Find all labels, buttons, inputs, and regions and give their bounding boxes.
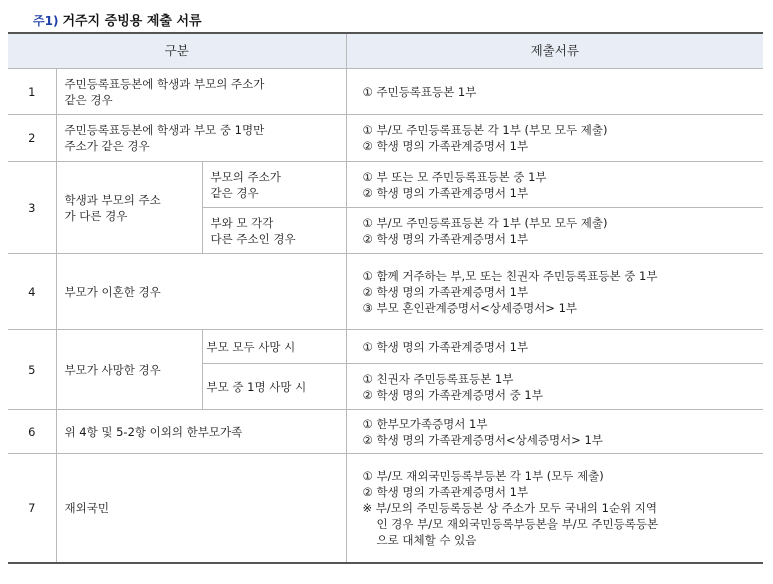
documents-cell (346, 454, 763, 563)
row-number: 1 (8, 69, 56, 115)
subcase-cell (202, 330, 346, 364)
subcase-line: 다른 주소인 경우 (210, 231, 296, 246)
document-line: 으로 대체할 수 있음 (376, 532, 477, 547)
case-cell (56, 330, 202, 410)
case-line: 주민등록표등본에 학생과 부모 중 1명만 (64, 123, 265, 137)
header-category: 구분 (8, 33, 346, 69)
footnote-marker: 주1) (33, 14, 59, 28)
case-cell (56, 69, 346, 115)
case-line: 주소가 같은 경우 (64, 139, 150, 153)
document-line: ① 함께 거주하는 부,모 또는 친권자 주민등록표등본 중 1부 (362, 268, 658, 283)
table-row (8, 162, 763, 208)
subcase-line: 부모 모두 사망 시 (206, 339, 296, 354)
subcase-cell (202, 208, 346, 254)
case-line: 같은 경우 (64, 92, 113, 107)
case-cell (56, 254, 346, 330)
header-documents: 제출서류 (346, 33, 763, 69)
case-cell (56, 454, 346, 563)
row-number: 4 (8, 254, 56, 330)
case-cell (56, 162, 202, 254)
subcase-line: 부모 중 1명 사망 시 (206, 379, 307, 394)
document-line: 인 경우 부/모 재외국민등록부등본을 부/모 주민등록등본 (376, 516, 659, 531)
document-line: ① 한부모가족증명서 1부 (362, 416, 488, 431)
document-line: ② 학생 명의 가족관계증명서 1부 (362, 231, 529, 246)
document-line: ② 학생 명의 가족관계증명서 중 1부 (362, 387, 543, 402)
table-row (8, 69, 763, 115)
subcase-line: 부와 모 각각 (210, 215, 274, 230)
document-line: ① 부/모 재외국민등록부등본 각 1부 (모두 제출) (362, 468, 604, 483)
subcase-line: 부모의 주소가 (210, 169, 281, 184)
document-line: ③ 부모 혼인관계증명서<상세증명서> 1부 (362, 300, 578, 315)
case-cell (56, 410, 346, 454)
case-line: 학생과 부모의 주소 (64, 192, 161, 207)
subcase-cell (202, 364, 346, 410)
document-line: ② 학생 명의 가족관계증명서 1부 (362, 484, 529, 499)
header-row (8, 33, 763, 69)
documents-cell (346, 330, 763, 364)
document-line: ② 학생 명의 가족관계증명서<상세증명서> 1부 (362, 432, 603, 447)
document-line: ※ 부/모의 주민등록등본 상 주소가 모두 국내의 1순위 지역 (362, 500, 657, 515)
documents-cell (346, 410, 763, 454)
documents-cell (346, 364, 763, 410)
case-line: 위 4항 및 5-2항 이외의 한부모가족 (64, 424, 243, 439)
table-row (8, 454, 763, 563)
subcase-line: 같은 경우 (210, 185, 259, 200)
document-line: ① 부 또는 모 주민등록표등본 중 1부 (362, 169, 547, 184)
documents-cell (346, 69, 763, 115)
case-line: 주민등록표등본에 학생과 부모의 주소가 (64, 76, 265, 91)
row-number: 3 (8, 162, 56, 254)
case-line: 가 다른 경우 (64, 208, 128, 223)
row-number: 7 (8, 454, 56, 563)
table-row (8, 330, 763, 364)
case-cell (56, 115, 346, 162)
case-line: 부모가 사망한 경우 (64, 362, 161, 377)
document-line: ① 학생 명의 가족관계증명서 1부 (362, 339, 529, 354)
subcase-cell (202, 162, 346, 208)
documents-cell (346, 208, 763, 254)
table-row (8, 115, 763, 162)
title-text: 거주지 증빙용 제출 서류 (62, 14, 202, 29)
case-line: 부모가 이혼한 경우 (64, 284, 161, 299)
section-title (33, 10, 202, 29)
case-line: 재외국민 (64, 500, 109, 515)
document-line: ① 친권자 주민등록표등본 1부 (362, 371, 514, 386)
documents-cell (346, 115, 763, 162)
document-line: ② 학생 명의 가족관계증명서 1부 (362, 185, 529, 200)
document-line: ② 학생 명의 가족관계증명서 1부 (362, 284, 529, 299)
row-number: 6 (8, 410, 56, 454)
table-row (8, 254, 763, 330)
document-line: ② 학생 명의 가족관계증명서 1부 (362, 139, 529, 153)
document-line: ① 부/모 주민등록표등본 각 1부 (부모 모두 제출) (362, 123, 608, 137)
documents-cell (346, 254, 763, 330)
documents-table (8, 32, 763, 564)
document-line: ① 부/모 주민등록표등본 각 1부 (부모 모두 제출) (362, 215, 608, 230)
row-number: 5 (8, 330, 56, 410)
row-number: 2 (8, 115, 56, 162)
documents-cell (346, 162, 763, 208)
table-row (8, 410, 763, 454)
document-line: ① 주민등록표등본 1부 (362, 84, 477, 99)
